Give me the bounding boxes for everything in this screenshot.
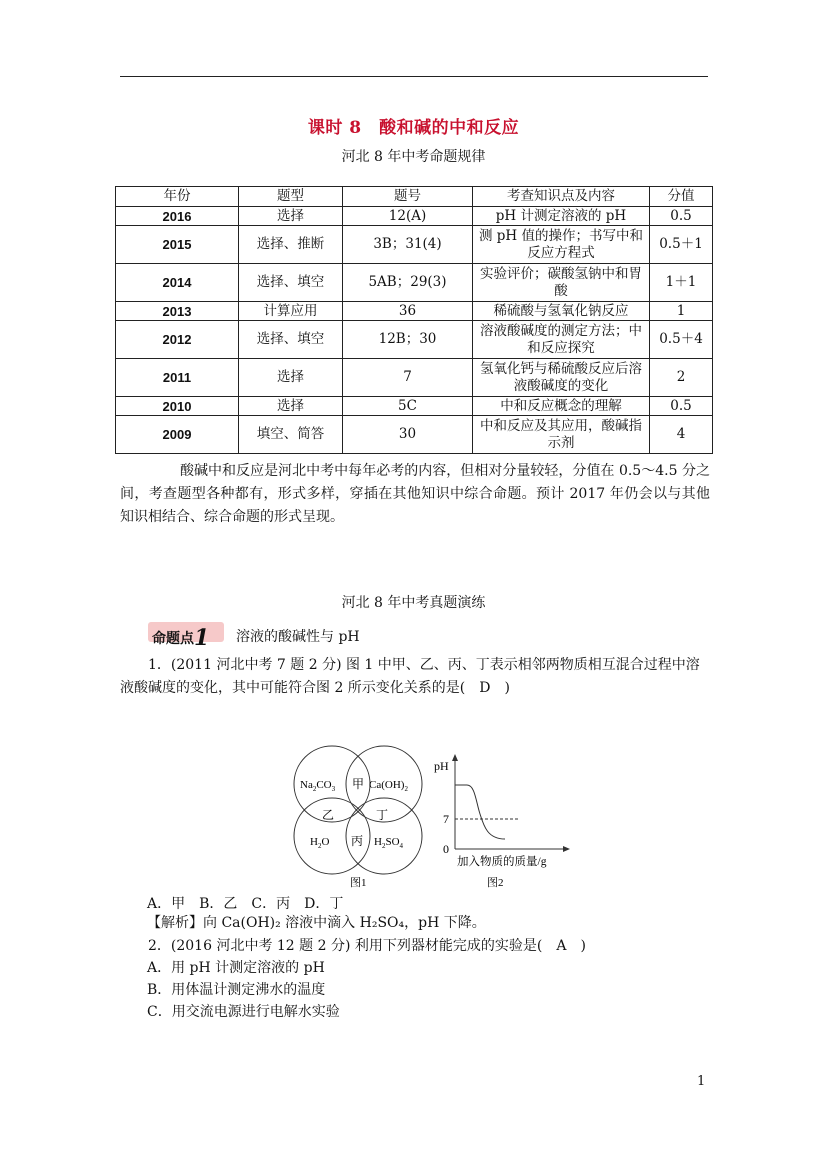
label-ding: 丁 [376,808,389,822]
figure-2-ph-graph [430,752,580,892]
table-cell-content: 实验评价；碳酸氢钠中和胃酸 [473,264,650,302]
table-cell-type: 选择、填空 [239,264,343,302]
exam-pattern-table [115,186,713,454]
table-cell-type: 选择、填空 [239,321,343,359]
y-tick-0: 0 [443,842,449,856]
col-header: 分值 [650,187,713,207]
y-axis-label: pH [434,759,449,773]
table-row [116,207,713,226]
table-cell-type: 选择、推断 [239,226,343,264]
table-cell-type: 填空、简答 [239,416,343,454]
table-cell-score: 1＋1 [650,264,713,302]
table-cell-content: 测 pH 值的操作；书写中和反应方程式 [473,226,650,264]
question-2-option-a: A．用 pH 计测定溶液的 pH [147,960,325,976]
label-jia: 甲 [352,777,365,791]
label-h2o: $H_2O$ [310,836,330,850]
point-label: 命题点 [152,631,194,647]
question-2-text: 2．(2016 河北中考 12 题 2 分) 利用下列器材能完成的实验是( A ) [148,938,586,954]
section-subtitle: 河北 8 年中考命题规律 [341,149,486,165]
figure-1-caption: 图1 [350,877,367,888]
table-cell-type: 选择 [239,207,343,226]
table-cell-num: 36 [343,302,473,321]
table-cell-score: 0.5＋4 [650,321,713,359]
summary-paragraph: 酸碱中和反应是河北中考中每年必考的内容，但相对分量较轻，分值在 0.5～4.5 分之间，考查题型各种都有，形式多样，穿插在其他知识中综合命题。预计 2017 年仍会以与其他知识相结合、综合命题的形式呈现。 [120,463,710,525]
page-title: 课时 8 酸和碱的中和反应 [307,118,520,138]
table-cell-score: 0.5＋1 [650,226,713,264]
point-text: 溶液的酸碱性与 pH [236,629,360,645]
table-cell-score: 0.5 [650,207,713,226]
table-cell-year: 2015 [116,226,239,264]
question-2-option-b: B．用体温计测定沸水的温度 [147,982,326,998]
x-axis-arrow [563,846,570,852]
label-bing: 丙 [351,834,364,848]
table-cell-score: 1 [650,302,713,321]
col-header: 题型 [239,187,343,207]
table-cell-content: 中和反应概念的理解 [473,397,650,416]
table-cell-year: 2011 [116,359,239,397]
question-1-options: A．甲 B．乙 C．丙 D．丁 [147,896,344,912]
label-na2co3: $Na_2CO_3$ [300,779,336,793]
table-cell-score: 2 [650,359,713,397]
table-cell-type: 选择 [239,397,343,416]
table-cell-content: 氢氧化钙与稀硫酸反应后溶液酸碱度的变化 [473,359,650,397]
ph-curve [455,785,505,839]
table-cell-score: 0.5 [650,397,713,416]
label-h2so4: $H_2SO_4$ [374,836,404,850]
header-rule [120,76,708,77]
question-2-option-c: C．用交流电源进行电解水实验 [147,1004,340,1020]
question-1-text: 1．(2011 河北中考 7 题 2 分) 图 1 中甲、乙、丙、丁表示相邻两物质相互混合过程中溶液酸碱度的变化，其中可能符合图 2 所示变化关系的是( D ) [120,657,700,696]
table-cell-content: 溶液酸碱度的测定方法；中和反应探究 [473,321,650,359]
table-row [116,226,713,264]
table-row [116,359,713,397]
y-tick-7: 7 [443,812,449,826]
table-row [116,416,713,454]
section2-title: 河北 8 年中考真题演练 [341,595,486,611]
y-axis-arrow [452,754,458,761]
col-header: 年份 [116,187,239,207]
table-row [116,321,713,359]
col-header: 考查知识点及内容 [473,187,650,207]
table-row [116,264,713,302]
point-badge-label [152,623,209,649]
table-cell-year: 2012 [116,321,239,359]
table-cell-year: 2010 [116,397,239,416]
table-cell-score: 4 [650,416,713,454]
x-axis-label: 加入物质的质量/g [457,856,547,868]
label-caoh2: $Ca(OH)_2$ [369,779,408,793]
table-cell-year: 2016 [116,207,239,226]
table-cell-num: 5AB；29(3) [343,264,473,302]
table-header-row [116,187,713,207]
col-header: 题号 [343,187,473,207]
table-cell-year: 2013 [116,302,239,321]
table-cell-num: 3B；31(4) [343,226,473,264]
table-row [116,397,713,416]
table-cell-content: pH 计测定溶液的 pH [473,207,650,226]
table-cell-num: 5C [343,397,473,416]
table-cell-num: 12(A) [343,207,473,226]
table-cell-num: 12B；30 [343,321,473,359]
table-cell-year: 2014 [116,264,239,302]
table-cell-content: 稀硫酸与氢氧化钠反应 [473,302,650,321]
page-number: 1 [697,1074,706,1089]
table-cell-num: 7 [343,359,473,397]
table-cell-type: 计算应用 [239,302,343,321]
point-number: 1 [194,625,210,651]
label-yi: 乙 [322,808,335,822]
table-cell-num: 30 [343,416,473,454]
table-cell-year: 2009 [116,416,239,454]
question-1-analysis: 【解析】向 Ca(OH)₂ 溶液中滴入 H₂SO₄，pH 下降。 [147,915,486,931]
table-cell-content: 中和反应及其应用，酸碱指示剂 [473,416,650,454]
table-row [116,302,713,321]
figure-2-caption: 图2 [487,877,504,889]
figure-1-venn [292,738,442,888]
table-cell-type: 选择 [239,359,343,397]
